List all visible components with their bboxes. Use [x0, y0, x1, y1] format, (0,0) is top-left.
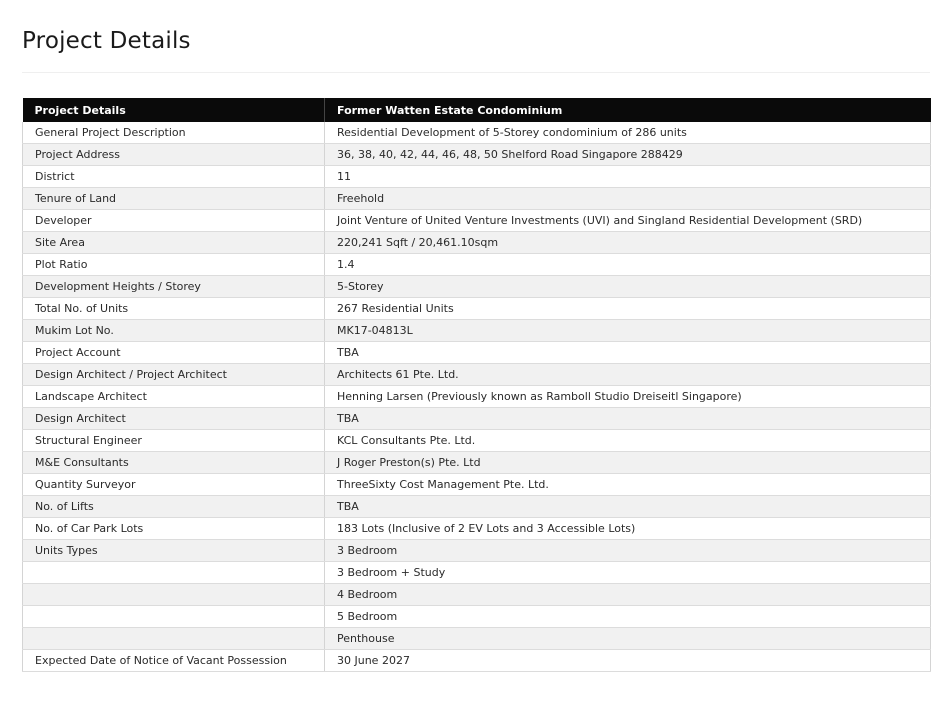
row-value-cell: 183 Lots (Inclusive of 2 EV Lots and 3 Accessible Lots)	[325, 518, 931, 540]
row-value-cell: Residential Development of 5-Storey condominium of 286 units	[325, 122, 931, 144]
row-label-cell: Quantity Surveyor	[23, 474, 325, 496]
table-row	[23, 122, 931, 144]
table-row	[23, 540, 931, 562]
row-label-cell	[23, 584, 325, 606]
row-value-cell: TBA	[325, 408, 931, 430]
table-row	[23, 166, 931, 188]
table-row	[23, 144, 931, 166]
table-row	[23, 210, 931, 232]
table-row	[23, 584, 931, 606]
table-row	[23, 254, 931, 276]
row-label-cell: M&E Consultants	[23, 452, 325, 474]
row-label-cell: Mukim Lot No.	[23, 320, 325, 342]
table-row	[23, 474, 931, 496]
row-label-cell: Developer	[23, 210, 325, 232]
table-row	[23, 518, 931, 540]
row-label-cell: Design Architect / Project Architect	[23, 364, 325, 386]
table-header-value: Former Watten Estate Condominium	[325, 98, 931, 122]
row-value-cell: Joint Venture of United Venture Investments (UVI) and Singland Residential Development (SRD)	[325, 210, 931, 232]
row-value-cell: TBA	[325, 496, 931, 518]
table-header-label: Project Details	[23, 98, 325, 122]
row-label-cell: Structural Engineer	[23, 430, 325, 452]
table-row	[23, 364, 931, 386]
row-label-cell: Units Types	[23, 540, 325, 562]
row-label-cell: No. of Lifts	[23, 496, 325, 518]
row-value-cell: KCL Consultants Pte. Ltd.	[325, 430, 931, 452]
table-row	[23, 452, 931, 474]
row-label-cell: Tenure of Land	[23, 188, 325, 210]
table-row	[23, 320, 931, 342]
row-value-cell: 4 Bedroom	[325, 584, 931, 606]
table-row	[23, 408, 931, 430]
table-row	[23, 298, 931, 320]
row-label-cell: District	[23, 166, 325, 188]
row-value-cell: Freehold	[325, 188, 931, 210]
table-row	[23, 386, 931, 408]
row-label-cell	[23, 562, 325, 584]
table-row	[23, 430, 931, 452]
row-value-cell: 220,241 Sqft / 20,461.10sqm	[325, 232, 931, 254]
page-title: Project Details	[22, 28, 191, 54]
row-value-cell: MK17-04813L	[325, 320, 931, 342]
project-details-table	[22, 98, 931, 672]
row-value-cell: 5 Bedroom	[325, 606, 931, 628]
row-value-cell: J Roger Preston(s) Pte. Ltd	[325, 452, 931, 474]
title-divider	[22, 72, 930, 73]
table-row	[23, 342, 931, 364]
table-row	[23, 232, 931, 254]
row-label-cell: General Project Description	[23, 122, 325, 144]
row-label-cell: Landscape Architect	[23, 386, 325, 408]
table-row	[23, 606, 931, 628]
row-label-cell: Site Area	[23, 232, 325, 254]
table-header-row	[23, 98, 931, 122]
row-value-cell: 11	[325, 166, 931, 188]
row-label-cell: Plot Ratio	[23, 254, 325, 276]
row-label-cell: No. of Car Park Lots	[23, 518, 325, 540]
table-row	[23, 650, 931, 672]
row-value-cell: TBA	[325, 342, 931, 364]
row-value-cell: 1.4	[325, 254, 931, 276]
table-row	[23, 562, 931, 584]
row-label-cell: Project Account	[23, 342, 325, 364]
table-body	[23, 122, 931, 672]
row-value-cell: ThreeSixty Cost Management Pte. Ltd.	[325, 474, 931, 496]
row-value-cell: 3 Bedroom + Study	[325, 562, 931, 584]
row-label-cell: Project Address	[23, 144, 325, 166]
table-row	[23, 628, 931, 650]
row-value-cell: 5-Storey	[325, 276, 931, 298]
row-value-cell: 36, 38, 40, 42, 44, 46, 48, 50 Shelford Road Singapore 288429	[325, 144, 931, 166]
row-value-cell: Architects 61 Pte. Ltd.	[325, 364, 931, 386]
row-label-cell	[23, 606, 325, 628]
row-value-cell: 267 Residential Units	[325, 298, 931, 320]
row-value-cell: Penthouse	[325, 628, 931, 650]
row-value-cell: 30 June 2027	[325, 650, 931, 672]
row-value-cell: Henning Larsen (Previously known as Ramboll Studio Dreiseitl Singapore)	[325, 386, 931, 408]
table-row	[23, 188, 931, 210]
table-row	[23, 276, 931, 298]
row-label-cell: Expected Date of Notice of Vacant Possession	[23, 650, 325, 672]
row-label-cell: Design Architect	[23, 408, 325, 430]
row-label-cell: Development Heights / Storey	[23, 276, 325, 298]
table-row	[23, 496, 931, 518]
row-label-cell	[23, 628, 325, 650]
row-value-cell: 3 Bedroom	[325, 540, 931, 562]
row-label-cell: Total No. of Units	[23, 298, 325, 320]
